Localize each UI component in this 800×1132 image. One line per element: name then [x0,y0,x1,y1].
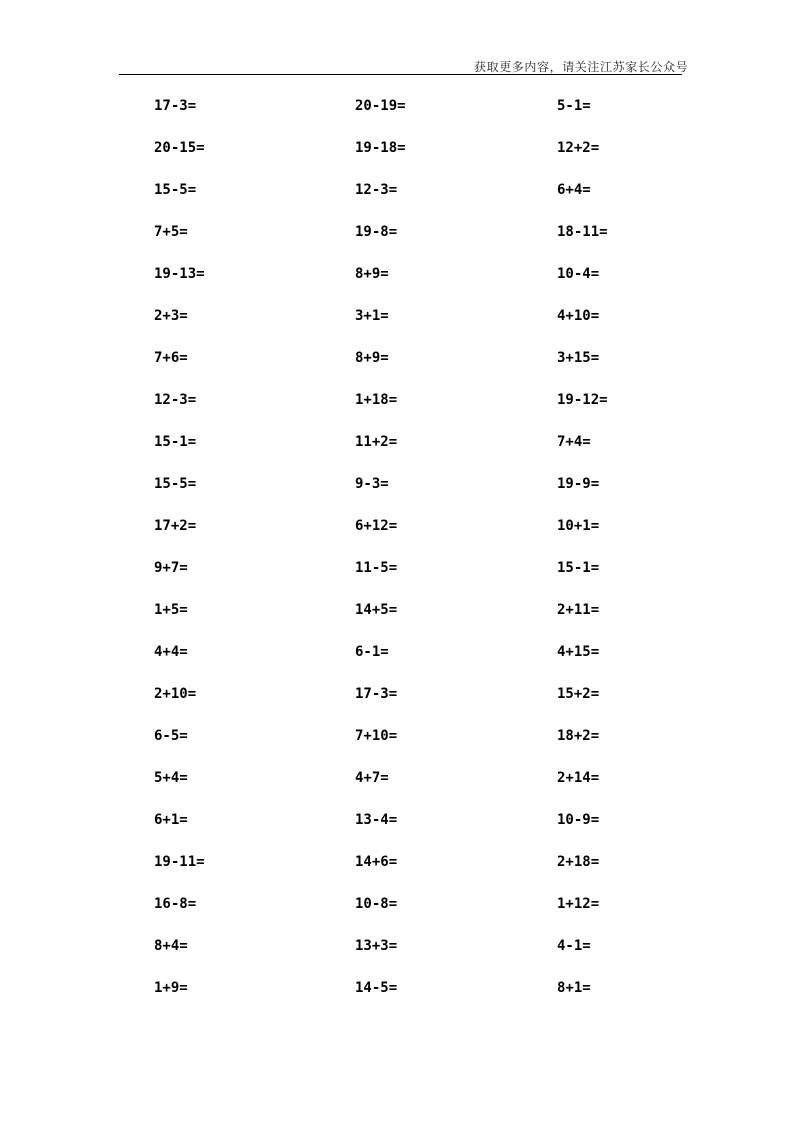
page-header-text: 获取更多内容，请关注江苏家长公众号 [474,60,689,74]
arithmetic-problem: 11-5= [355,560,398,576]
arithmetic-problem: 4+7= [355,770,389,786]
arithmetic-problem: 14+5= [355,602,398,618]
arithmetic-problem: 15-1= [557,560,600,576]
arithmetic-problem: 5+4= [154,770,188,786]
arithmetic-problem: 2+18= [557,854,600,870]
arithmetic-problem: 18-11= [557,224,608,240]
arithmetic-problem: 4-1= [557,938,591,954]
arithmetic-problem: 6+4= [557,182,591,198]
arithmetic-problem: 2+10= [154,686,197,702]
arithmetic-problem: 12-3= [355,182,398,198]
arithmetic-problem: 19-11= [154,854,205,870]
arithmetic-problem: 1+9= [154,980,188,996]
arithmetic-problem: 19-8= [355,224,398,240]
arithmetic-problem: 15+2= [557,686,600,702]
arithmetic-problem: 17-3= [154,98,197,114]
arithmetic-problem: 8+1= [557,980,591,996]
arithmetic-problem: 3+1= [355,308,389,324]
arithmetic-problem: 7+4= [557,434,591,450]
arithmetic-problem: 1+5= [154,602,188,618]
arithmetic-problem: 11+2= [355,434,398,450]
arithmetic-problem: 20-19= [355,98,406,114]
arithmetic-problem: 4+10= [557,308,600,324]
arithmetic-problem: 7+5= [154,224,188,240]
arithmetic-problem: 13+3= [355,938,398,954]
arithmetic-problem: 14+6= [355,854,398,870]
arithmetic-problem: 17-3= [355,686,398,702]
arithmetic-problem: 7+6= [154,350,188,366]
arithmetic-problem: 17+2= [154,518,197,534]
arithmetic-problem: 19-9= [557,476,600,492]
arithmetic-problem: 2+14= [557,770,600,786]
arithmetic-problem: 7+10= [355,728,398,744]
arithmetic-problem: 3+15= [557,350,600,366]
arithmetic-problem: 9+7= [154,560,188,576]
arithmetic-problem: 1+18= [355,392,398,408]
arithmetic-problem: 6-1= [355,644,389,660]
arithmetic-problem: 15-1= [154,434,197,450]
arithmetic-problem: 12-3= [154,392,197,408]
arithmetic-problem: 6+1= [154,812,188,828]
arithmetic-problem: 8+9= [355,266,389,282]
arithmetic-problem: 5-1= [557,98,591,114]
arithmetic-problem: 15-5= [154,476,197,492]
arithmetic-problem: 10-9= [557,812,600,828]
arithmetic-problem: 19-18= [355,140,406,156]
arithmetic-problem: 6-5= [154,728,188,744]
arithmetic-problem: 8+4= [154,938,188,954]
arithmetic-problem: 16-8= [154,896,197,912]
arithmetic-problem: 4+15= [557,644,600,660]
arithmetic-problem: 4+4= [154,644,188,660]
arithmetic-problem: 6+12= [355,518,398,534]
arithmetic-problem: 8+9= [355,350,389,366]
arithmetic-problem: 10+1= [557,518,600,534]
arithmetic-problem: 2+11= [557,602,600,618]
arithmetic-problem: 12+2= [557,140,600,156]
arithmetic-problem: 20-15= [154,140,205,156]
arithmetic-problem: 13-4= [355,812,398,828]
arithmetic-problem: 15-5= [154,182,197,198]
arithmetic-problem: 19-13= [154,266,205,282]
arithmetic-problem: 9-3= [355,476,389,492]
arithmetic-problem: 18+2= [557,728,600,744]
arithmetic-problem: 10-8= [355,896,398,912]
arithmetic-problem: 19-12= [557,392,608,408]
arithmetic-problem: 1+12= [557,896,600,912]
arithmetic-problem: 10-4= [557,266,600,282]
arithmetic-problem: 14-5= [355,980,398,996]
arithmetic-problem: 2+3= [154,308,188,324]
